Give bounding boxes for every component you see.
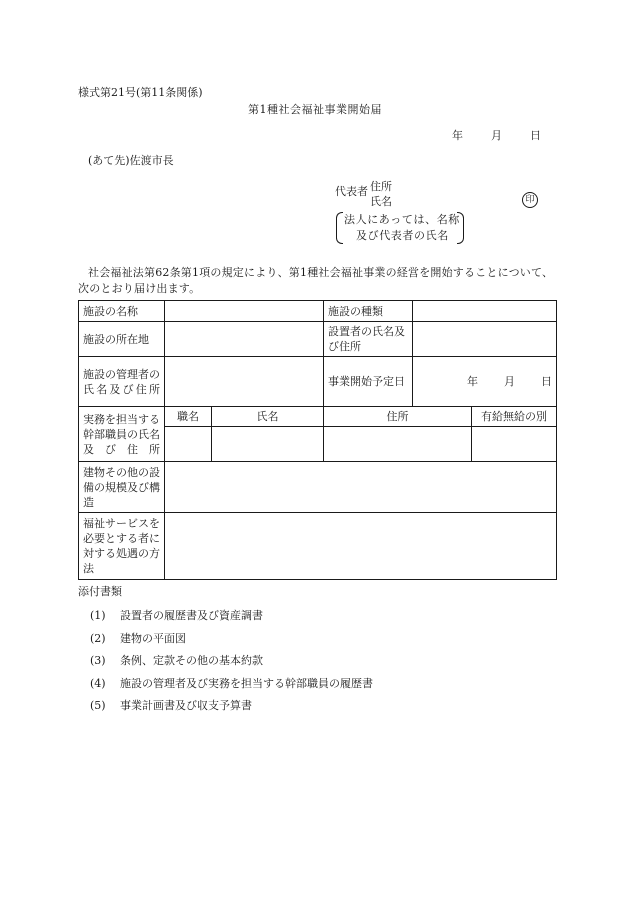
item-number: (5) <box>90 699 106 712</box>
left-bracket <box>336 212 343 244</box>
staff-paid-field[interactable] <box>472 427 557 462</box>
list-item <box>90 628 373 651</box>
manager-field[interactable] <box>165 357 324 407</box>
item-number: (2) <box>90 631 106 645</box>
staff-header-name: 氏名 <box>212 407 324 427</box>
facility-type-label: 施設の種類 <box>324 301 413 322</box>
list-item <box>90 673 373 696</box>
staff-header-paid: 有給無給の別 <box>472 407 557 427</box>
table-row <box>79 322 557 357</box>
item-text: 事業計画書及び収支予算書 <box>120 699 252 712</box>
form-number: 様式第21号(第11条関係) <box>78 86 203 99</box>
month-label: 月 <box>504 375 515 388</box>
address-label: 住所 <box>370 180 392 193</box>
staff-title-field[interactable] <box>165 427 212 462</box>
manager-label: 施設の管理者の氏名及び住所 <box>79 357 165 407</box>
facility-name-label: 施設の名称 <box>79 301 165 322</box>
founder-label: 設置者の氏名及び住所 <box>324 322 413 357</box>
corp-note-line1: 法人にあっては、名称 <box>344 213 460 226</box>
year-label: 年 <box>467 375 478 388</box>
staff-header-address: 住所 <box>324 407 472 427</box>
attachments-list <box>90 605 373 718</box>
facility-location-label: 施設の所在地 <box>79 322 165 357</box>
staff-header-title: 職名 <box>165 407 212 427</box>
day-label: 日 <box>541 375 552 388</box>
list-item <box>90 695 373 718</box>
document-title: 第1種社会福祉事業開始届 <box>248 103 382 116</box>
list-item <box>90 650 373 673</box>
facility-location-field[interactable] <box>165 322 324 357</box>
item-number: (3) <box>90 654 106 667</box>
list-item <box>90 605 373 628</box>
item-text: 条例、定款その他の基本約款 <box>120 654 263 667</box>
facility-type-field[interactable] <box>413 301 557 322</box>
table-row <box>79 407 557 427</box>
staff-address-field[interactable] <box>324 427 472 462</box>
table-row <box>79 513 557 580</box>
representative-fields <box>370 179 392 209</box>
table-row <box>79 462 557 513</box>
representative-label: 代表者 <box>335 185 368 198</box>
corporation-note <box>336 211 464 243</box>
seal-mark: 印 <box>522 192 538 208</box>
month-label: 月 <box>491 129 502 142</box>
building-label: 建物その他の設備の規模及び構造 <box>79 462 165 513</box>
service-label: 福祉サービスを必要とする者に対する処遇の方法 <box>79 513 165 580</box>
start-date-field[interactable] <box>413 357 557 407</box>
item-text: 施設の管理者及び実務を担当する幹部職員の履歴書 <box>120 676 373 690</box>
item-number: (4) <box>90 676 106 690</box>
table-row <box>79 301 557 322</box>
corp-note-line2: 及び代表者の氏名 <box>356 229 449 242</box>
addressee: (あて先)佐渡市長 <box>88 154 174 167</box>
staff-name-field[interactable] <box>212 427 324 462</box>
intro-paragraph: 社会福祉法第62条第1項の規定により、第1種社会福祉事業の経営を開始することについて、次のとおり届け出ます。 <box>78 266 554 295</box>
service-field[interactable] <box>165 513 557 580</box>
table-row <box>79 357 557 407</box>
attachments-heading: 添付書類 <box>78 585 122 598</box>
item-text: 建物の平面図 <box>120 631 186 645</box>
facility-name-field[interactable] <box>165 301 324 322</box>
building-field[interactable] <box>165 462 557 513</box>
name-label: 氏名 <box>370 195 392 208</box>
notification-table <box>78 300 557 580</box>
item-number: (1) <box>90 609 106 622</box>
year-label: 年 <box>452 129 463 142</box>
item-text: 設置者の履歴書及び資産調書 <box>120 609 263 622</box>
submission-date <box>452 129 541 143</box>
staff-label: 実務を担当する幹部職員の氏名及び住所 <box>79 407 165 462</box>
founder-field[interactable] <box>413 322 557 357</box>
start-date-label: 事業開始予定日 <box>324 357 413 407</box>
day-label: 日 <box>530 129 541 142</box>
